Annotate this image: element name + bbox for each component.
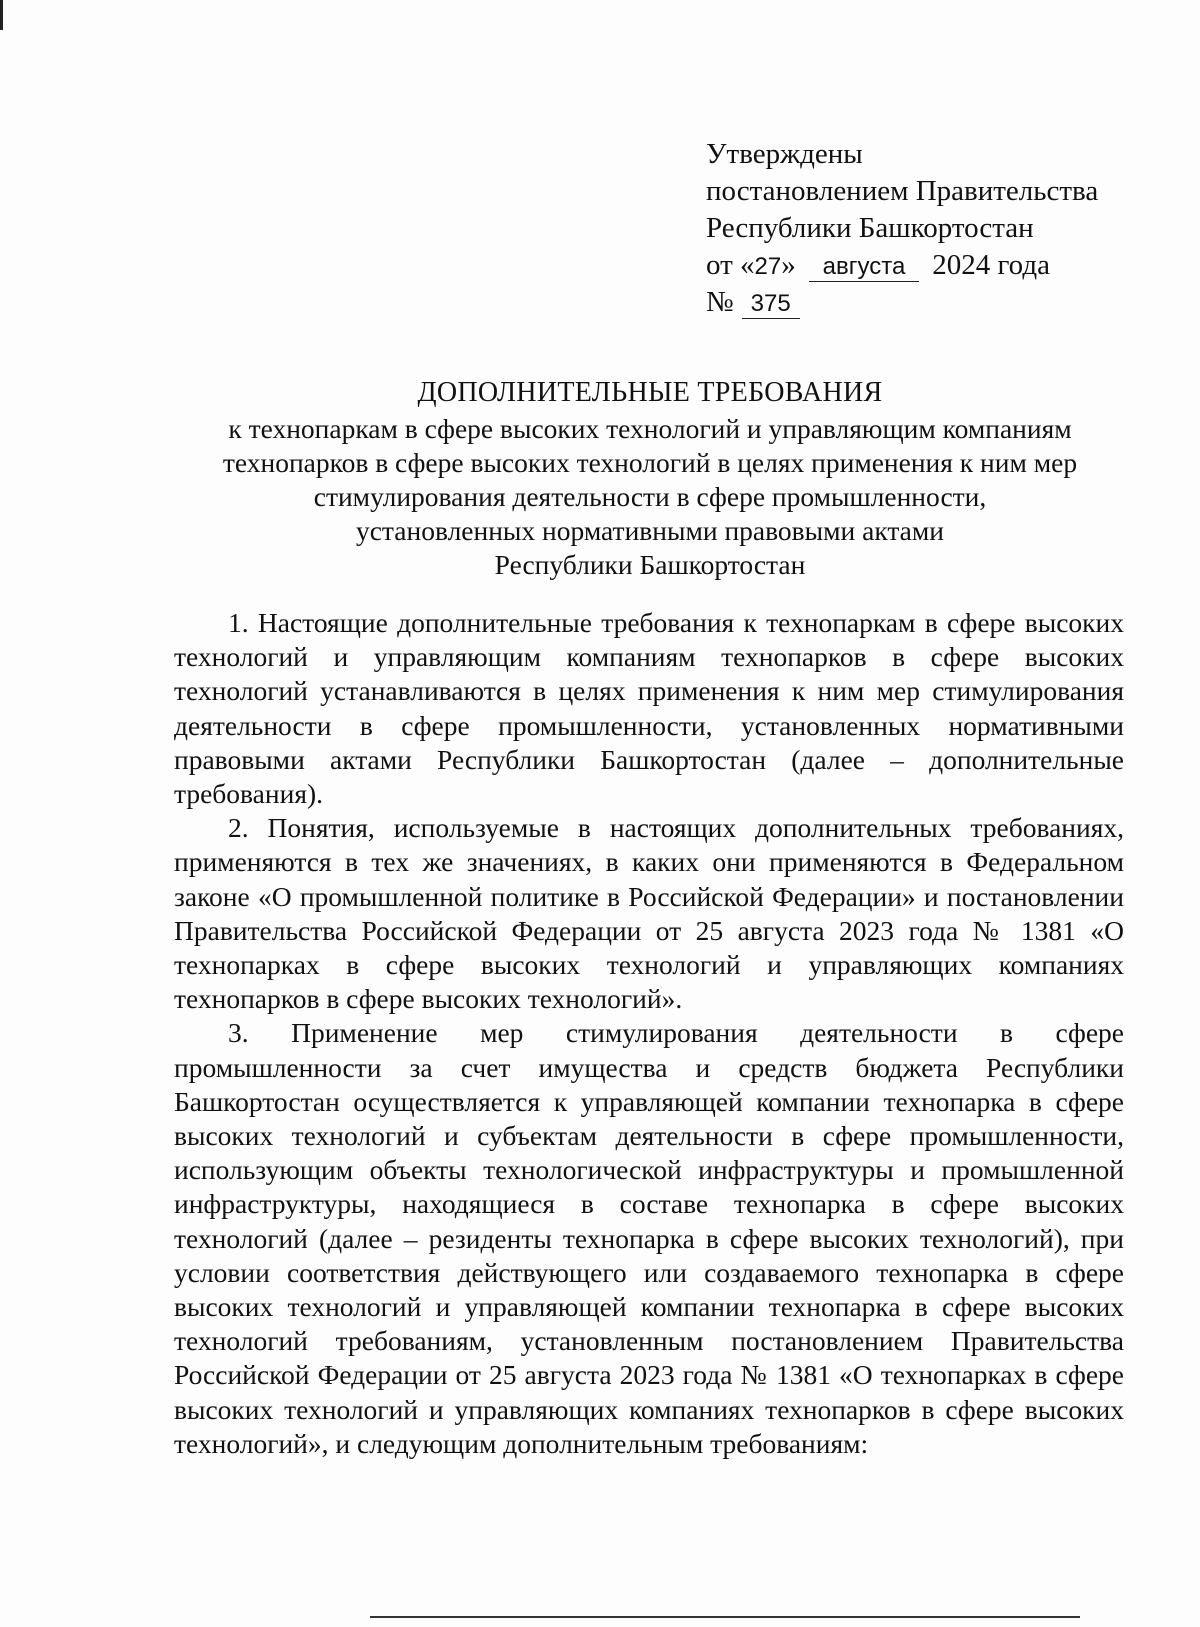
scan-edge-mark [0, 0, 3, 30]
approval-line-approved: Утверждены [706, 138, 863, 170]
document-body [174, 606, 1124, 1461]
document-title: ДОПОЛНИТЕЛЬНЫЕ ТРЕБОВАНИЯ [417, 377, 883, 408]
paragraph-3: 3. Применение мер стимулирования деятельности в сфере промышленности за счет имущества и средств бюджета Республики Башкортостан осуществляется к управляющей компании технопарка в сфере высоких технологий и субъектам деятельности в сфере промышленности, использующим объекты технологической инфраструктуры и промышленной инфраструктуры, находящиеся в составе технопарка в сфере высоких технологий (далее – резиденты технопарка в сфере высоких технологий), при условии соответствия действующего или создаваемого технопарка в сфере высоких технологий и управляющей компании технопарка в сфере высоких технологий требованиям, установленным постановлением Правительства Российской Федерации от 25 августа 2023 года № 1381 «О технопарках в сфере высоких технологий и управляющих компаниях технопарков в сфере высоких технологий», и следующим дополнительным требованиям: [174, 1017, 1124, 1459]
approval-line-resolution: постановлением Правительства [706, 175, 1099, 207]
document-subtitle-line-3: стимулирования деятельности в сфере промышленности, [313, 481, 987, 512]
paragraph-1: 1. Настоящие дополнительные требования к технопаркам в сфере высоких технологий и управляющим компаниям технопарков в сфере высоких технологий устанавливаются в целях применения к ним мер стимулирования деятельности в сфере промышленности, установленных нормативными правовыми актами Республики Башкортостан (далее – дополнительные требования). [174, 607, 1124, 810]
approval-date-mid: » [781, 249, 796, 281]
document-heading [170, 374, 1130, 582]
approval-number-line [706, 284, 1176, 321]
approval-number-value: 375 [742, 290, 800, 319]
approval-date-year: 2024 года [932, 249, 1050, 281]
document-subtitle-line-2: технопарков в сфере высоких технологий в целях применения к ним мер [222, 447, 1078, 478]
approval-date-line [706, 247, 1176, 284]
document-subtitle-line-5: Республики Башкортостан [494, 549, 806, 580]
approval-number-prefix: № [706, 286, 734, 318]
approval-stamp-block [706, 136, 1176, 321]
approval-date-month: августа [809, 253, 919, 282]
document-subtitle-line-1: к технопаркам в сфере высоких технологий и управляющим компаниям [228, 413, 1072, 444]
paragraph-2: 2. Понятия, используемые в настоящих дополнительных требованиях, применяются в тех же значениях, в каких они применяются в Федеральном законе «О промышленной политике в Российской Федерации» и постановлении Правительства Российской Федерации от 25 августа 2023 года № 1381 «О технопарках в сфере высоких технологий и управляющих компаниях технопарков в сфере высоких технологий». [174, 812, 1124, 1015]
approval-date-prefix: от « [706, 249, 755, 281]
document-subtitle-line-4: установленных нормативными правовыми актами [355, 515, 945, 546]
approval-date-day: 27 [754, 253, 782, 280]
scan-bottom-rule [370, 1616, 1080, 1618]
approval-line-republic: Республики Башкортостан [706, 212, 1034, 244]
